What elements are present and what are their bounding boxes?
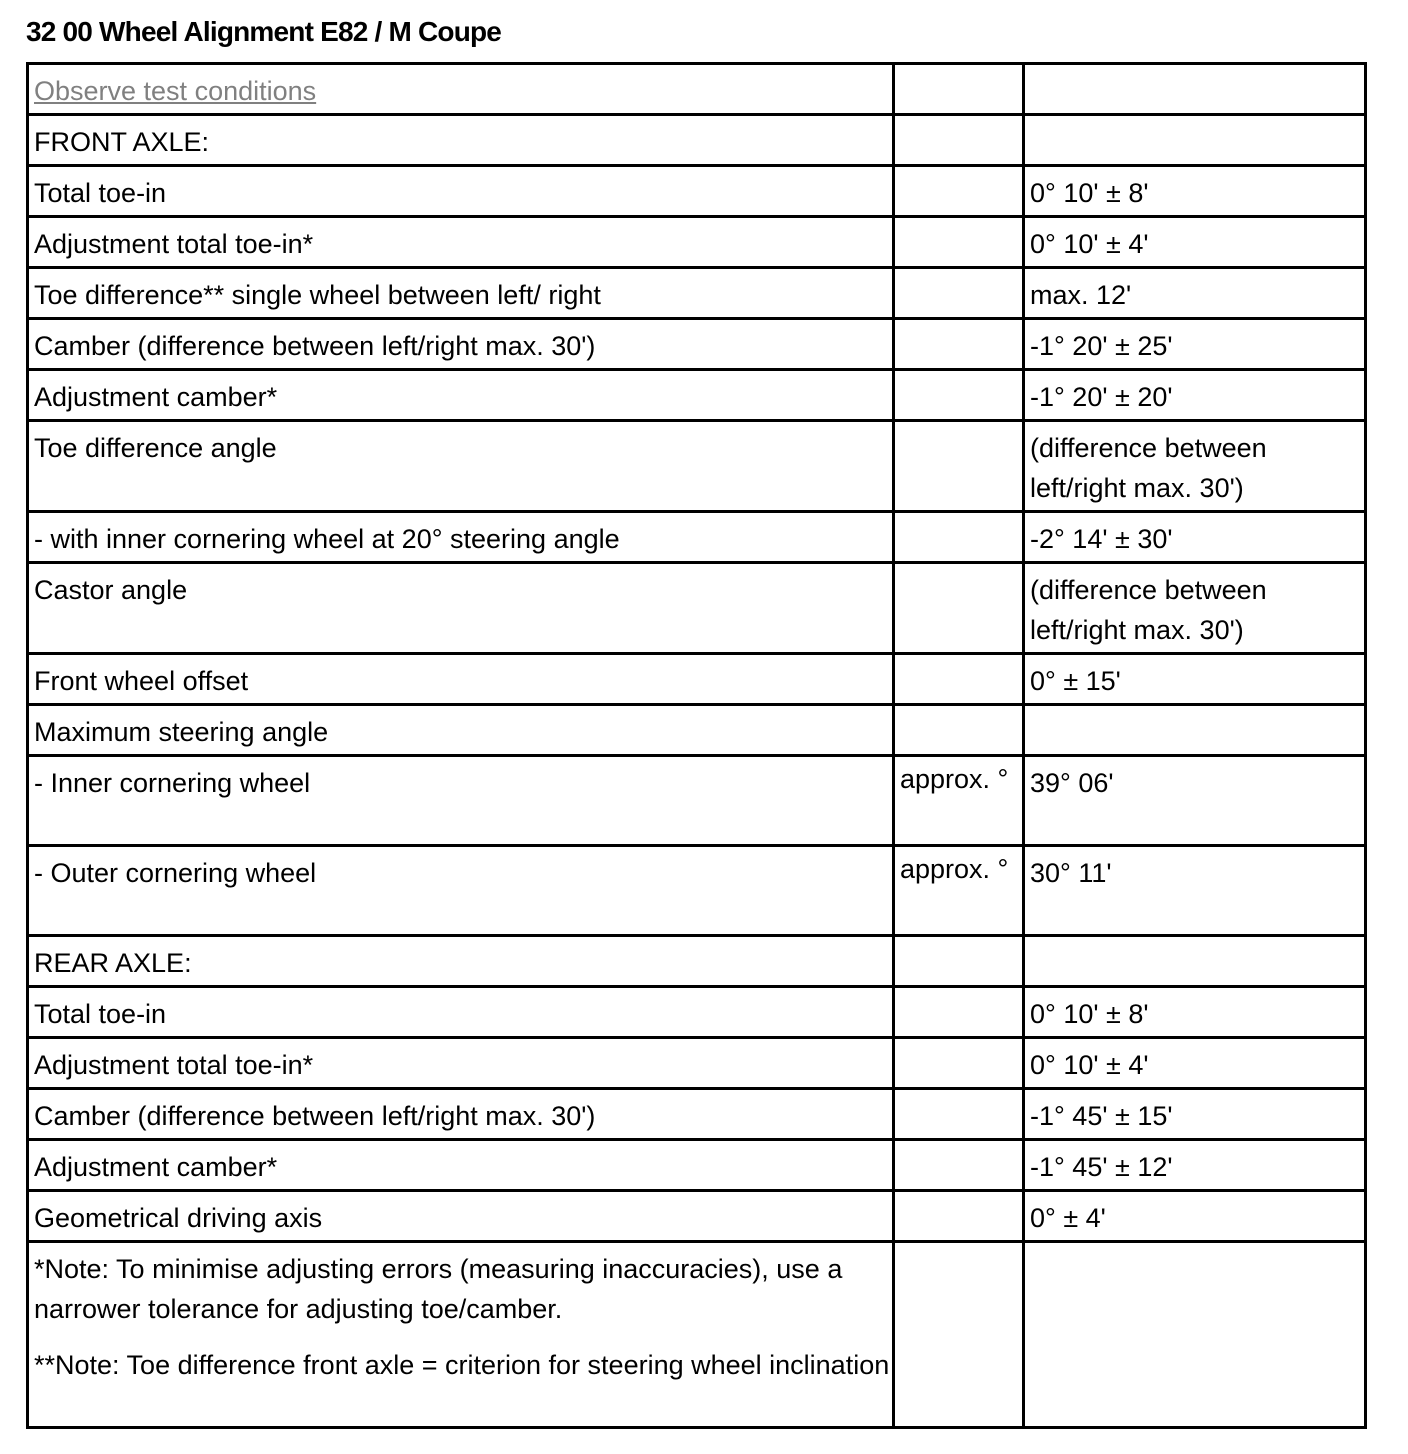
label-cell: Toe difference angle (28, 421, 894, 512)
qualifier-cell (894, 705, 1024, 756)
label-cell: Camber (difference between left/right max. 30') (28, 1089, 894, 1140)
value-cell: 0° 10' ± 8' (1024, 987, 1366, 1038)
value-cell: -2° 14' ± 30' (1024, 512, 1366, 563)
value-cell: -1° 20' ± 25' (1024, 319, 1366, 370)
qualifier-cell (894, 1242, 1024, 1428)
value-cell: 0° 10' ± 4' (1024, 217, 1366, 268)
table-row (28, 1089, 1366, 1140)
table-row (28, 217, 1366, 268)
value-cell: 30° 11' (1024, 846, 1366, 936)
value-cell: -1° 45' ± 15' (1024, 1089, 1366, 1140)
table-row (28, 846, 1366, 936)
table-row (28, 936, 1366, 987)
qualifier-cell (894, 268, 1024, 319)
label-cell: Adjustment camber* (28, 1140, 894, 1191)
label-cell: Total toe-in (28, 987, 894, 1038)
label-cell: Adjustment camber* (28, 370, 894, 421)
wheel-alignment-spec-table (26, 62, 1367, 1429)
qualifier-cell (894, 1089, 1024, 1140)
value-cell (1024, 1242, 1366, 1428)
observe-test-conditions-link[interactable]: Observe test conditions (34, 76, 317, 106)
value-cell (1024, 936, 1366, 987)
value-cell (1024, 115, 1366, 166)
section-heading-rear-axle: REAR AXLE: (28, 936, 894, 987)
qualifier-cell (894, 1191, 1024, 1242)
table-row (28, 421, 1366, 512)
table-row (28, 319, 1366, 370)
qualifier-cell (894, 421, 1024, 512)
approx-qualifier: approx. ° (900, 854, 1009, 884)
table-row (28, 64, 1366, 115)
value-cell: 0° 10' ± 4' (1024, 1038, 1366, 1089)
notes-row (28, 1242, 1366, 1428)
table-row (28, 370, 1366, 421)
value-cell: max. 12' (1024, 268, 1366, 319)
value-cell: (difference between left/right max. 30') (1024, 563, 1366, 654)
note-adjusting-errors: *Note: To minimise adjusting errors (measuring inaccuracies), use a narrower tolerance for adjusting toe/camber. (34, 1254, 843, 1324)
table-row (28, 512, 1366, 563)
table-row (28, 987, 1366, 1038)
qualifier-cell (894, 166, 1024, 217)
value-cell: 0° 10' ± 8' (1024, 166, 1366, 217)
qualifier-cell (894, 846, 1024, 936)
qualifier-cell (894, 987, 1024, 1038)
qualifier-cell (894, 563, 1024, 654)
table-row (28, 654, 1366, 705)
qualifier-cell (894, 936, 1024, 987)
qualifier-cell (894, 512, 1024, 563)
qualifier-cell (894, 217, 1024, 268)
qualifier-cell (894, 115, 1024, 166)
label-cell: Maximum steering angle (28, 705, 894, 756)
label-cell: Geometrical driving axis (28, 1191, 894, 1242)
label-cell: Toe difference** single wheel between left/ right (28, 268, 894, 319)
table-row (28, 756, 1366, 846)
label-cell: - with inner cornering wheel at 20° steering angle (28, 512, 894, 563)
value-cell: 0° ± 15' (1024, 654, 1366, 705)
section-heading-front-axle: FRONT AXLE: (28, 115, 894, 166)
value-cell: 39° 06' (1024, 756, 1366, 846)
value-cell: -1° 45' ± 12' (1024, 1140, 1366, 1191)
value-cell: -1° 20' ± 20' (1024, 370, 1366, 421)
qualifier-cell (894, 1140, 1024, 1191)
qualifier-cell (894, 1038, 1024, 1089)
page-title: 32 00 Wheel Alignment E82 / M Coupe (26, 16, 502, 47)
table-row (28, 268, 1366, 319)
label-cell: Total toe-in (28, 166, 894, 217)
qualifier-cell (894, 756, 1024, 846)
label-cell: - Outer cornering wheel (28, 846, 894, 936)
label-cell: Front wheel offset (28, 654, 894, 705)
test-conditions-cell[interactable] (28, 64, 894, 115)
table-row (28, 115, 1366, 166)
value-cell (1024, 705, 1366, 756)
table-row (28, 1140, 1366, 1191)
table-row (28, 166, 1366, 217)
value-cell: 0° ± 4' (1024, 1191, 1366, 1242)
table-row (28, 1191, 1366, 1242)
notes-cell (28, 1242, 894, 1428)
label-cell: Castor angle (28, 563, 894, 654)
approx-qualifier: approx. ° (900, 764, 1009, 794)
value-cell: (difference between left/right max. 30') (1024, 421, 1366, 512)
label-cell: Adjustment total toe-in* (28, 217, 894, 268)
table-row (28, 1038, 1366, 1089)
table-row (28, 705, 1366, 756)
table-row (28, 563, 1366, 654)
value-cell (1024, 64, 1366, 115)
qualifier-cell (894, 319, 1024, 370)
qualifier-cell (894, 370, 1024, 421)
label-cell: - Inner cornering wheel (28, 756, 894, 846)
note-toe-difference: **Note: Toe difference front axle = criterion for steering wheel inclination (34, 1350, 890, 1380)
label-cell: Adjustment total toe-in* (28, 1038, 894, 1089)
label-cell: Camber (difference between left/right max. 30') (28, 319, 894, 370)
qualifier-cell (894, 654, 1024, 705)
qualifier-cell (894, 64, 1024, 115)
